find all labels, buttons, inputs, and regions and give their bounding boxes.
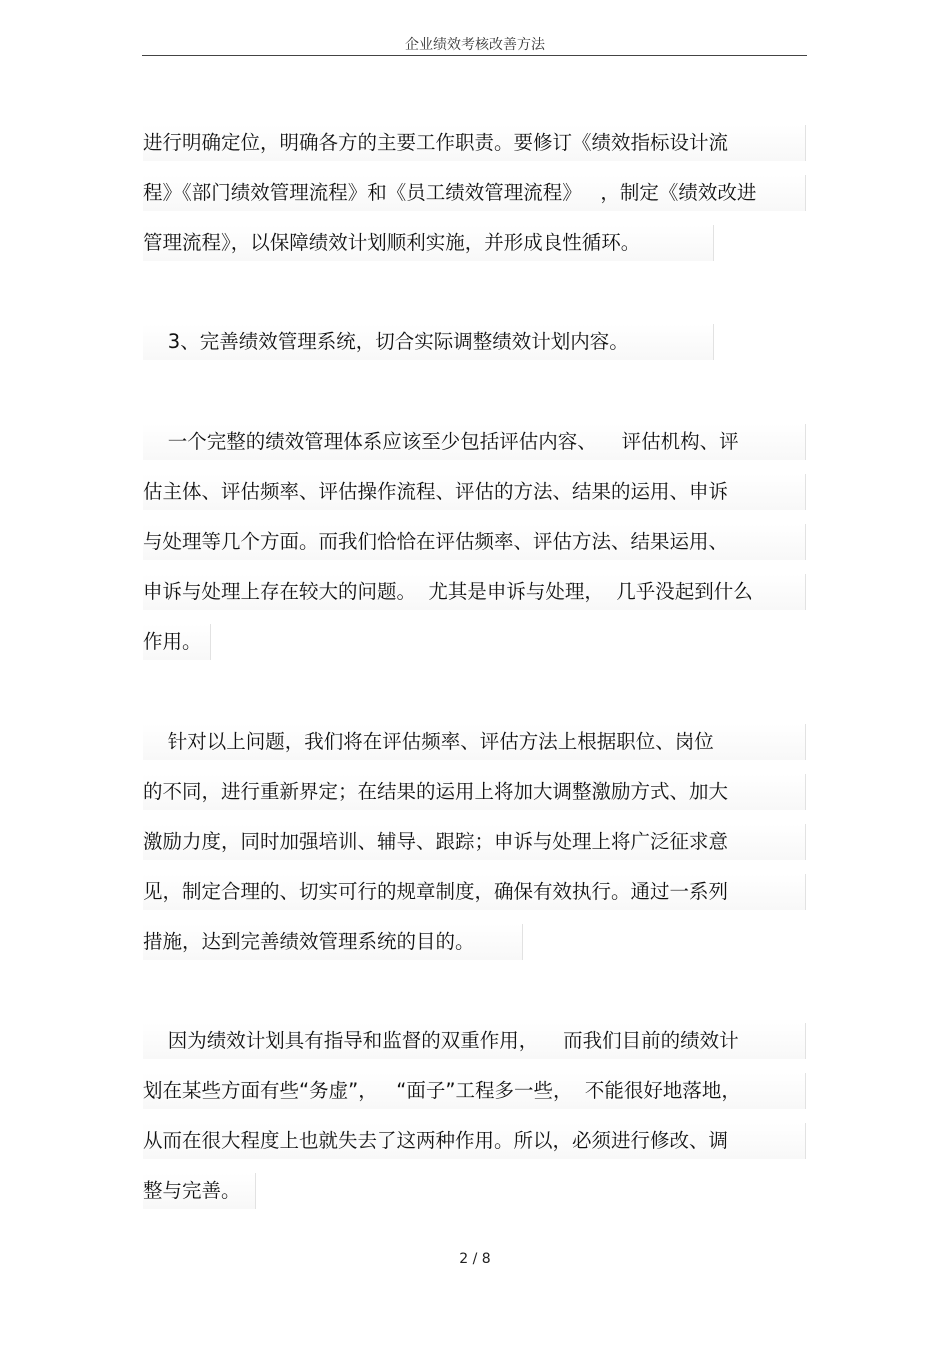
text-line: 估主体、评估频率、评估操作流程、评估的方法、结果的运用、申诉 (143, 474, 805, 510)
text-line: 申诉与处理上存在较大的问题。 尤其是申诉与处理， 几乎没起到什么 (143, 574, 805, 610)
running-header: 企业绩效考核改善方法 (405, 37, 545, 53)
text-line: 划在某些方面有些“务虚”， “面子”工程多一些， 不能很好地落地， (143, 1073, 805, 1109)
header-rule (142, 55, 807, 56)
text-line: 因为绩效计划具有指导和监督的双重作用， 而我们目前的绩效计 (143, 1023, 805, 1059)
text-line: 针对以上问题，我们将在评估频率、评估方法上根据职位、岗位 (143, 724, 805, 760)
text-line: 管理流程》，以保障绩效计划顺利实施，并形成良性循环。 (143, 225, 713, 261)
text-line: 作用。 (143, 624, 210, 660)
text-line: 的不同，进行重新界定；在结果的运用上将加大调整激励方式、加大 (143, 774, 805, 810)
text-line: 整与完善。 (143, 1173, 255, 1209)
section-heading: 3、完善绩效管理系统，切合实际调整绩效计划内容。 (143, 324, 713, 360)
text-line: 措施，达到完善绩效管理系统的目的。 (143, 924, 522, 960)
text-line: 见，制定合理的、切实可行的规章制度，确保有效执行。通过一系列 (143, 874, 805, 910)
text-line: 进行明确定位，明确各方的主要工作职责。要修订《绩效指标设计流 (143, 125, 805, 161)
text-line: 与处理等几个方面。而我们恰恰在评估频率、评估方法、结果运用、 (143, 524, 805, 560)
text-line: 一个完整的绩效管理体系应该至少包括评估内容、 评估机构、评 (143, 424, 805, 460)
text-line: 程》《部门绩效管理流程》和《员工绩效管理流程》 ，制定《绩效改进 (143, 175, 805, 211)
text-line: 从而在很大程度上也就失去了这两种作用。所以，必须进行修改、调 (143, 1123, 805, 1159)
page-number: 2 / 8 (459, 1251, 491, 1267)
text-line: 激励力度，同时加强培训、辅导、跟踪；申诉与处理上将广泛征求意 (143, 824, 805, 860)
